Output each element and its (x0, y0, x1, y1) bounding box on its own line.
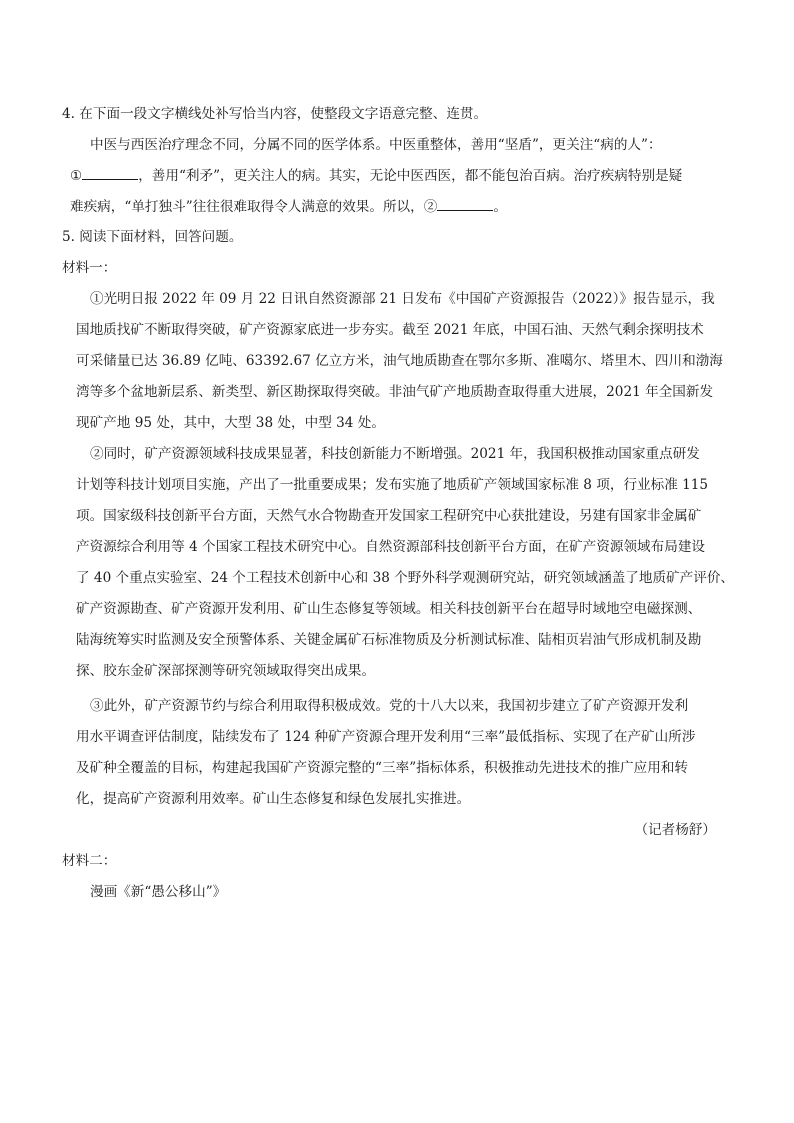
paragraph-2-line: 计划等科技计划项目实施，产出了一批重要成果；发布实施了地质矿产领域国家标准 8 项，行业标准 115 (76, 477, 709, 493)
paragraph-2-line: 陆海统筹实时监测及安全预警体系、关键金属矿石标准物质及分析测试标准、陆相页岩油气形成机制及勘 (76, 632, 702, 648)
q4-passage-line-3-text: 难疾病，“单打独斗”往往很难取得令人满意的效果。所以， (70, 199, 424, 215)
q4-passage-line-3-end: 。 (493, 199, 507, 215)
paragraph-1-line: 湾等多个盆地新层系、新类型、新区勘探取得突破。非油气矿产地质勘查取得重大进展，2021 年全国新发 (76, 384, 714, 400)
q4-passage-line-3 (0, 196, 794, 217)
paragraph-1-line: 现矿产地 95 处，其中，大型 38 处，中型 34 处。 (76, 415, 385, 431)
paragraph-2-line: 项。国家级科技创新平台方面，天然气水合物勘查开发国家工程研究中心获批建设，另建有国家非金属矿 (76, 508, 702, 524)
paragraph-2-line: 产资源综合利用等 4 个国家工程技术研究中心。自然资源部科技创新平台方面，在矿产资源领域布局建设 (76, 539, 706, 555)
paragraph-3-line: ③此外，矿产资源节约与综合利用取得积极成效。党的十八大以来，我国初步建立了矿产资源开发利 (90, 698, 689, 714)
paragraph-3-line: 用水平调查评估制度，陆续发布了 124 种矿产资源合理开发利用“三率”最低指标、实现了在产矿山所涉 (76, 729, 696, 745)
q4-passage-line-1: 中医与西医治疗理念不同，分属不同的医学体系。中医重整体，善用“坚盾”，更关注“病的人”： (90, 137, 662, 153)
paragraph-3-line: 化，提高矿产资源利用效率。矿山生态修复和绿色发展扎实推进。 (76, 791, 471, 807)
blank-1-line (82, 165, 138, 180)
cartoon-caption: 漫画《新“愚公移山”》 (90, 884, 227, 900)
byline: （记者杨舒） (634, 822, 716, 838)
paragraph-2-line: ②同时，矿产资源领域科技成果显著，科技创新能力不断增强。2021 年，我国积极推动国家重点研发 (90, 446, 700, 462)
paragraph-2-line: 探、胶东金矿深部探测等研究领域取得突出成果。 (76, 663, 376, 679)
paragraph-1-line: 国地质找矿不断取得突破，矿产资源家底进一步夯实。截至 2021 年底，中国石油、天然气剩余探明技术 (76, 322, 704, 338)
blank-2-line (437, 196, 493, 211)
question-5-prompt: 5. 阅读下面材料，回答问题。 (62, 229, 243, 245)
blank-2-marker: ② (423, 199, 438, 215)
paragraph-1-line: 可采储量已达 36.89 亿吨、63392.67 亿立方米，油气地质勘查在鄂尔多斯、准噶尔、塔里木、四川和渤海 (76, 353, 723, 369)
q4-passage-line-2 (0, 165, 794, 186)
question-4-prompt: 4. 在下面一段文字横线处补写恰当内容，使整段文字语意完整、连贯。 (62, 106, 488, 122)
paragraph-1-line: ①光明日报 2022 年 09 月 22 日讯自然资源部 21 日发布《中国矿产资源报告（2022）》报告显示，我 (90, 291, 715, 307)
blank-1-marker: ① (70, 168, 83, 184)
q4-passage-line-2-text: ，善用“利矛”，更关注人的病。其实，无论中医西医，都不能包治百病。治疗疾病特别是疑 (138, 168, 683, 184)
material-2-label: 材料二： (62, 853, 117, 869)
material-1-label: 材料一： (62, 260, 117, 276)
paragraph-2-line: 矿产资源勘查、矿产资源开发利用、矿山生态修复等领域。相关科技创新平台在超导时域地空电磁探测、 (76, 601, 702, 617)
paragraph-3-line: 及矿种全覆盖的目标，构建起我国矿产资源完整的“三率”指标体系，积极推动先进技术的推广应用和转 (76, 760, 689, 776)
paragraph-2-line: 了 40 个重点实验室、24 个工程技术创新中心和 38 个野外科学观测研究站，研究领域涵盖了地质矿产评价、 (76, 570, 735, 586)
